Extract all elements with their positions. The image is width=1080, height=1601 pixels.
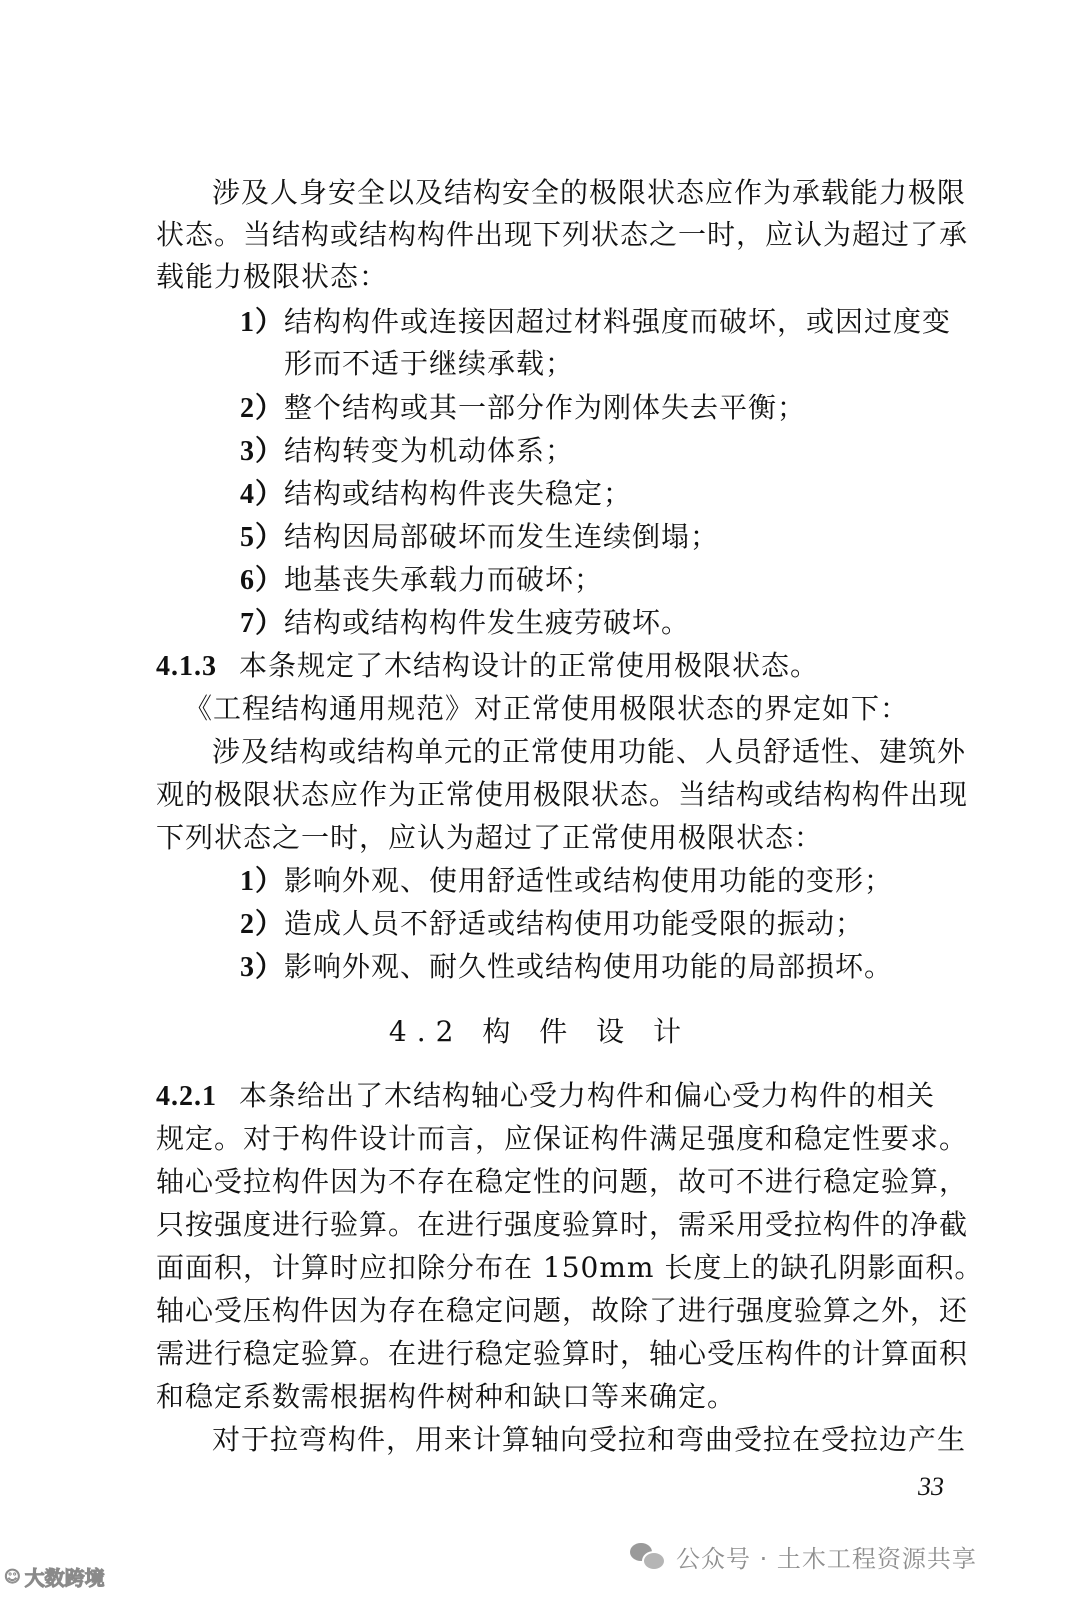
clause-text: 本条给出了木结构轴心受力构件和偏心受力构件的相关 xyxy=(239,1079,936,1112)
clause-text: 本条规定了木结构设计的正常使用极限状态。 xyxy=(239,649,820,682)
list-item-number: 3） xyxy=(240,436,285,467)
list-item-text: 结构或结构构件丧失稳定； xyxy=(284,477,633,510)
list-item xyxy=(240,474,632,515)
paragraph-line: 对于拉弯构件，用来计算轴向受拉和弯曲受拉在受拉边产生 xyxy=(212,1423,967,1456)
paragraph-line: 观的极限状态应作为正常使用极限状态。当结构或结构构件出现 xyxy=(156,778,969,811)
list-item-number: 1） xyxy=(240,307,285,338)
list-item-number: 3） xyxy=(240,952,285,983)
clause-heading xyxy=(156,1076,935,1117)
clause-heading xyxy=(156,646,819,687)
list-item-text: 影响外观、使用舒适性或结构使用功能的变形； xyxy=(284,864,894,897)
list-item xyxy=(240,603,690,644)
list-item-number: 2） xyxy=(240,909,285,940)
watermark-text: 公众号 · 土木工程资源共享 xyxy=(676,1544,977,1573)
list-item xyxy=(240,517,719,558)
list-item xyxy=(240,560,603,601)
list-item xyxy=(240,302,951,343)
list-item-number: 2） xyxy=(240,393,285,424)
list-item xyxy=(240,861,893,902)
paragraph-line: 载能力极限状态： xyxy=(156,260,389,293)
list-item-continuation: 形而不适于继续承载； xyxy=(284,347,575,380)
weibo-icon: ☺ xyxy=(4,1567,21,1586)
paragraph-line: 轴心受压构件因为存在稳定问题，故除了进行强度验算之外，还 xyxy=(156,1294,969,1327)
paragraph-line: 规定。对于构件设计而言，应保证构件满足强度和稳定性要求。 xyxy=(156,1122,969,1155)
paragraph-line: 涉及结构或结构单元的正常使用功能、人员舒适性、建筑外 xyxy=(212,735,967,768)
list-item-number: 6） xyxy=(240,565,285,596)
list-item-text: 整个结构或其一部分作为刚体失去平衡； xyxy=(284,391,807,424)
paragraph-line: 下列状态之一时，应认为超过了正常使用极限状态： xyxy=(156,821,824,854)
paragraph-line: 和稳定系数需根据构件树种和缺口等来确定。 xyxy=(156,1380,737,1413)
list-item-text: 造成人员不舒适或结构使用功能受限的振动； xyxy=(284,907,865,940)
list-item-number: 5） xyxy=(240,522,285,553)
paragraph-line: 《工程结构通用规范》对正常使用极限状态的界定如下： xyxy=(184,692,910,725)
page-number: 33 xyxy=(918,1472,944,1501)
paragraph-line: 面面积，计算时应扣除分布在 150mm 长度上的缺孔阴影面积。 xyxy=(156,1251,984,1284)
list-item-text: 结构或结构构件发生疲劳破坏。 xyxy=(284,606,691,639)
clause-number: 4.2.1 xyxy=(156,1081,217,1112)
list-item xyxy=(240,904,864,945)
clause-number: 4.1.3 xyxy=(156,651,217,682)
list-item xyxy=(240,947,893,988)
list-item-text: 结构构件或连接因超过材料强度而破坏，或因过度变 xyxy=(284,305,952,338)
list-item-text: 结构因局部破坏而发生连续倒塌； xyxy=(284,520,720,553)
section-title: 4.2 构 件 设 计 xyxy=(388,1015,692,1048)
list-item-text: 影响外观、耐久性或结构使用功能的局部损坏。 xyxy=(284,950,894,983)
paragraph-line: 需进行稳定验算。在进行稳定验算时，轴心受压构件的计算面积 xyxy=(156,1337,969,1370)
list-item-number: 7） xyxy=(240,608,285,639)
list-item-text: 地基丧失承载力而破坏； xyxy=(284,563,604,596)
corner-logo xyxy=(4,1562,105,1591)
wechat-icon xyxy=(630,1543,664,1569)
corner-logo-text: 大数跨境 xyxy=(24,1566,105,1590)
list-item xyxy=(240,431,574,472)
paragraph-line: 只按强度进行验算。在进行强度验算时，需采用受拉构件的净截 xyxy=(156,1208,969,1241)
paragraph-line: 状态。当结构或结构构件出现下列状态之一时，应认为超过了承 xyxy=(156,218,969,251)
watermark xyxy=(630,1538,977,1574)
list-item-number: 1） xyxy=(240,866,285,897)
paragraph-line: 轴心受拉构件因为不存在稳定性的问题，故可不进行稳定验算， xyxy=(156,1165,969,1198)
list-item-text: 结构转变为机动体系； xyxy=(284,434,575,467)
list-item xyxy=(240,388,806,429)
paragraph-line: 涉及人身安全以及结构安全的极限状态应作为承载能力极限 xyxy=(212,176,967,209)
list-item-number: 4） xyxy=(240,479,285,510)
